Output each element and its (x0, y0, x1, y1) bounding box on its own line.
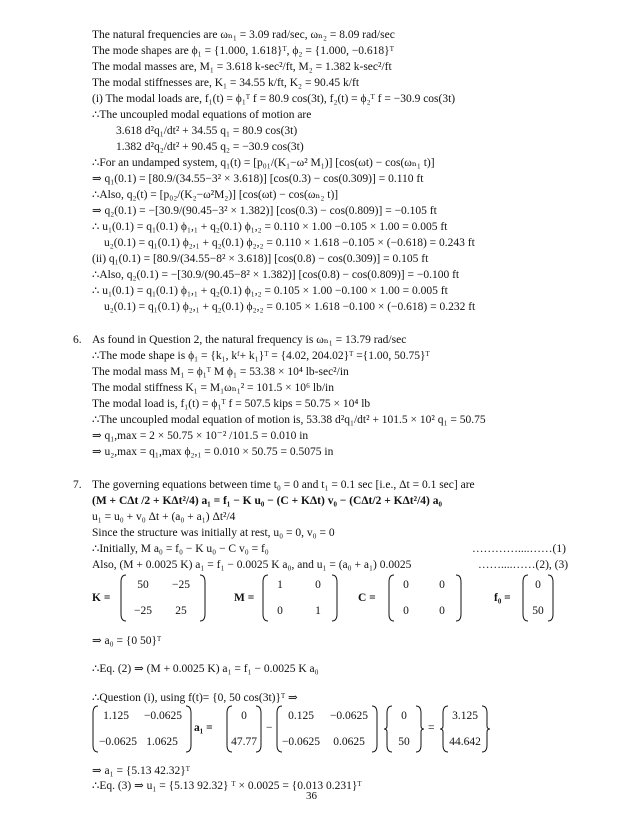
governing-equation: u₁ = u₀ + v₀ Δt + (a₀ + a₁) Δt²/4 (92, 511, 236, 523)
text-line: ∴ u₁(0.1) = q₁(0.1) ϕ₁,₁ + q₂(0.1) ϕ₁,₂ = 0.105 × 1.00 −0.100 × 1.00 = 0.005 ft (92, 285, 448, 297)
matrix-cell: 0 (403, 605, 409, 617)
text-line: The modal stiffness K₁ = M₁ωₙ₁² = 101.5 × 10⁶ lb/in (92, 382, 334, 394)
matrix-cell: 0 (439, 579, 445, 591)
vector-cell: 50 (532, 605, 544, 617)
vector-label-f0: f₀ = (494, 592, 511, 604)
text-line: ⇒ q₂(0.1) = −[30.9/(90.45−3² × 1.382)] [cos(0.3) − cos(0.809)] = −0.105 ft (92, 205, 437, 217)
matrix-cell: 0 (403, 579, 409, 591)
matrix-label-k: K = (92, 592, 111, 604)
equation-reference: …………....……(1) (472, 543, 566, 555)
mass-matrix (262, 574, 338, 622)
text-line: ∴Initially, M a₀ = f₀ − K u₀ − C v₀ = f₀ (92, 543, 269, 555)
question-number: 6. (73, 334, 82, 346)
page-number: 36 (306, 790, 317, 802)
vector-cell: 0 (241, 710, 247, 722)
text-line: The modal masses are, M₁ = 3.618 k-sec²/ft, M₂ = 1.382 k-sec²/ft (92, 61, 392, 73)
vector-cell: 0 (535, 579, 541, 591)
matrix-cell: 1 (315, 605, 321, 617)
rhs-vector (226, 705, 262, 753)
matrix-label-m: M = (234, 592, 255, 604)
text-line: The mode shapes are ϕ₁ = {1.000, 1.618}ᵀ, ϕ₂ = {1.000, −0.618}ᵀ (92, 45, 394, 57)
equation-line: 1.382 d²q₂/dt² + 90.45 q₂ = −30.9 cos(3t) (116, 141, 304, 153)
matrix-cell: −0.0625 (329, 710, 369, 722)
text-line: ∴ u₁(0.1) = q₁(0.1) ϕ₁,₁ + q₂(0.1) ϕ₁,₂ = 0.110 × 1.00 −0.105 × 1.00 = 0.005 ft (92, 221, 448, 233)
matrix-cell: 25 (175, 605, 187, 617)
text-line: ∴Eq. (3) ⇒ u₁ = {5.13 92.32} ᵀ × 0.0025 = {0.013 0.231}ᵀ (92, 780, 362, 792)
text-line: (i) The modal loads are, f₁(t) = ϕ₁ᵀ f = 80.9 cos(3t), f₂(t) = ϕ₂ᵀ f = −30.9 cos(3t) (92, 93, 456, 105)
text-line: (ii) q₁(0.1) = [80.9/(34.55−8² × 3.618)] [cos(0.8) − cos(0.309)] = 0.105 ft (92, 253, 429, 265)
matrix-label-c: C = (358, 592, 376, 604)
unknown-vector-a1: a₁ = (194, 722, 213, 734)
vector-cell: 50 (398, 736, 410, 748)
vector-cell: 3.125 (452, 710, 478, 722)
text-line: The governing equations between time t₀ = 0 and t₁ = 0.1 sec [i.e., Δt = 0.1 sec] are (92, 479, 475, 491)
matrix-cell: 0 (277, 605, 283, 617)
text-line: ∴Also, q₂(t) = [p₀₂/(K₂−ω²M₂)] [cos(ωt) − cos(ωₙ₂ t)] (92, 189, 339, 201)
damping-matrix (388, 574, 462, 622)
text-line: ⇒ q₁,max = 2 × 50.75 × 10⁻² /101.5 = 0.010 in (92, 430, 309, 442)
question-number: 7. (73, 479, 82, 491)
matrix-cell: 0 (315, 579, 321, 591)
matrix-cell: 0 (439, 605, 445, 617)
matrix-cell: 1.125 (103, 710, 129, 722)
matrix-cell: −0.0625 (98, 736, 138, 748)
text-line: ∴For an undamped system, q₁(t) = [p₀₁/(K₁−ω² M₁)] [cos(ωt) − cos(ωₙ₁ t)] (92, 157, 435, 169)
governing-equation: (M + CΔt /2 + KΔt²/4) a₁ = f₁ − K u₀ − (C + KΔt) v₀ − (CΔt/2 + KΔt²/4) a₀ (92, 495, 442, 507)
text-line: The modal load is, f₁(t) = ϕ₁ᵀ f = 507.5 kips = 50.75 × 10⁴ lb (92, 398, 371, 410)
operator-equals: = (428, 722, 435, 734)
text-line: The natural frequencies are ωₙ₁ = 3.09 rad/sec, ωₙ₂ = 8.09 rad/sec (92, 29, 395, 41)
matrix-cell: −0.0625 (281, 736, 321, 748)
text-line: As found in Question 2, the natural frequency is ωₙ₁ = 13.79 rad/sec (92, 334, 407, 346)
text-line: u₂(0.1) = q₁(0.1) ϕ₂,₁ + q₂(0.1) ϕ₂,₂ = 0.110 × 1.618 −0.105 × (−0.618) = 0.243 ft (104, 237, 475, 249)
stiffness-matrix (120, 574, 206, 622)
text-line: ∴The mode shape is ϕ₁ = {k₁, kᶠ+ k₁}ᵀ = {4.02, 204.02}ᵀ ={1.00, 50.75}ᵀ (92, 350, 430, 362)
matrix-cell: 0.0625 (333, 736, 365, 748)
coefficient-matrix (92, 705, 192, 753)
matrix-cell: 50 (137, 579, 149, 591)
operator-minus: − (266, 722, 273, 734)
vector-cell: 0 (401, 710, 407, 722)
equation-line: 3.618 d²q₁/dt² + 34.55 q₁ = 80.9 cos(3t) (116, 125, 298, 137)
vector-cell: 47.77 (231, 736, 257, 748)
text-line: ∴The uncoupled modal equations of motion are (92, 109, 312, 121)
matrix-cell: −0.0625 (143, 710, 183, 722)
force-vector-f0 (522, 574, 554, 622)
text-line: ⇒ a₁ = {5.13 42.32}ᵀ (92, 765, 190, 777)
matrix-cell: 1.0625 (146, 736, 178, 748)
text-line: ⇒ u₂,max = q₁,max ϕ₂,₁ = 0.010 × 50.75 = 0.5075 in (92, 446, 334, 458)
text-line: u₂(0.1) = q₁(0.1) ϕ₂,₁ + q₂(0.1) ϕ₂,₂ = 0.105 × 1.618 −0.100 × (−0.618) = 0.232 ft (104, 301, 476, 313)
result-vector (440, 705, 490, 753)
vector-cell: 44.642 (449, 736, 481, 748)
text-line: ⇒ q₁(0.1) = [80.9/(34.55−3² × 3.618)] [cos(0.3) − cos(0.309)] = 0.110 ft (92, 173, 424, 185)
text-line: The modal mass M₁ = ϕ₁ᵀ M ϕ₁ = 53.38 × 10⁴ lb-sec²/in (92, 366, 349, 378)
a0-vector (384, 705, 424, 753)
text-line: ⇒ a₀ = {0 50}ᵀ (92, 635, 162, 647)
scaled-stiffness-matrix (276, 705, 378, 753)
matrix-cell: 1 (277, 579, 283, 591)
text-line: ∴Also, q₂(0.1) = −[30.9/(90.45−8² × 1.382)] [cos(0.8) − cos(0.809)] = −0.100 ft (92, 269, 460, 281)
equation-reference: ……....……(2), (3) (478, 559, 569, 571)
matrix-cell: 0.125 (288, 710, 314, 722)
text-line: ∴Eq. (2) ⇒ (M + 0.0025 K) a₁ = f₁ − 0.0025 K a₀ (92, 663, 319, 675)
text-line: Since the structure was initially at rest, u₀ = 0, v₀ = 0 (92, 527, 335, 539)
text-line: Also, (M + 0.0025 K) a₁ = f₁ − 0.0025 K a₀, and u₁ = (a₀ + a₁) 0.0025 (92, 559, 412, 571)
text-line: The modal stiffnesses are, K₁ = 34.55 k/ft, K₂ = 90.45 k/ft (92, 77, 360, 89)
matrix-cell: −25 (172, 579, 190, 591)
text-line: ∴The uncoupled modal equation of motion is, 53.38 d²q₁/dt² + 101.5 × 10² q₁ = 50.75 (92, 414, 486, 426)
text-line: ∴Question (i), using f(t)= {0, 50 cos(3t)}ᵀ ⇒ (92, 692, 298, 704)
matrix-cell: −25 (134, 605, 152, 617)
